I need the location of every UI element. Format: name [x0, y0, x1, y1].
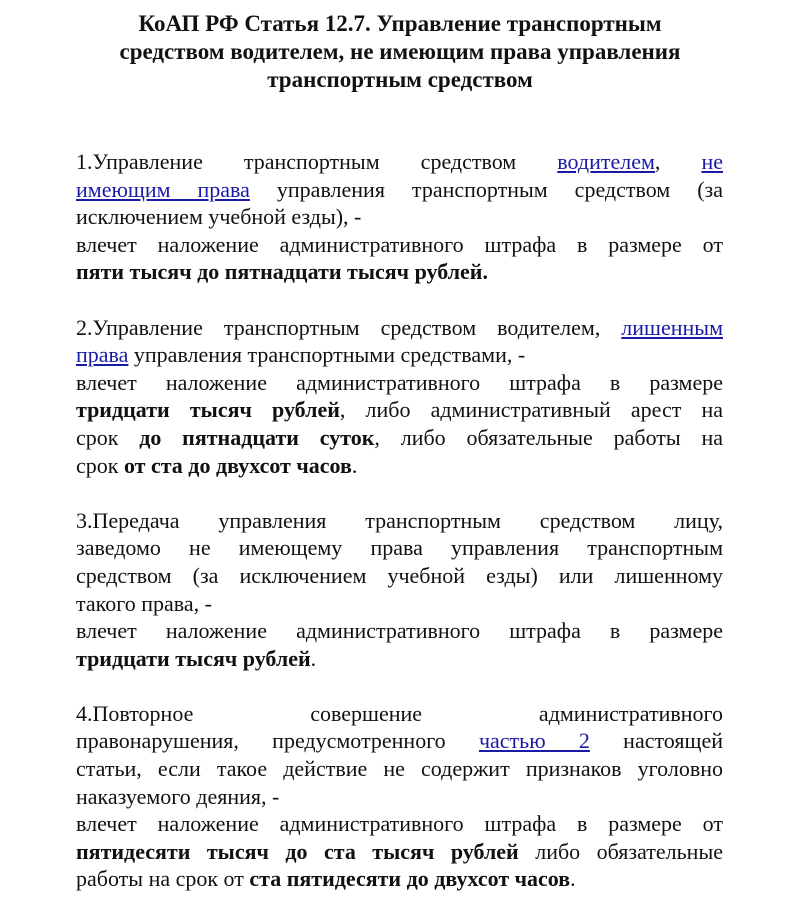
penalty-amount: пяти тысяч до пятнадцати тысяч рублей.	[76, 259, 488, 285]
part-4-line: наказуемого деяния, -	[76, 783, 280, 809]
text-run: настоящей	[589, 728, 723, 754]
text-run: 1.Управление транспортным средством	[76, 149, 558, 174]
text-run: .	[310, 645, 317, 671]
penalty-arrest: до пятнадцати суток	[139, 424, 375, 450]
part-2-line	[76, 424, 723, 452]
text-run: управления транспортными средствами, -	[128, 342, 526, 368]
text-run: .	[570, 866, 576, 892]
part-4-line: влечет наложение административного штрафа в размере от	[76, 811, 723, 837]
penalty-work: ста пятидесяти до двухсот часов	[249, 866, 571, 892]
link-chastyu-2[interactable]: частью 2	[478, 728, 590, 754]
link-voditelem[interactable]: водителем	[557, 149, 655, 174]
part-3	[76, 507, 723, 673]
part-2-line	[76, 396, 723, 424]
part-1	[76, 148, 723, 286]
part-3-line: средством (за исключением учебной езды) или лишенному	[76, 562, 723, 588]
part-3-line: влечет наложение административного штрафа в размере	[76, 618, 723, 644]
page-title	[60, 10, 740, 94]
text-run: 2.Управление транспортным средством водителем,	[76, 314, 622, 340]
text-run: ,	[654, 149, 702, 174]
title-line-1: КоАП РФ Статья 12.7. Управление транспортным	[138, 11, 662, 36]
title-line-3: транспортным средством	[267, 67, 533, 92]
link-lishennym-prava[interactable]: права	[76, 342, 129, 368]
link-ne-imeyushchim-prava[interactable]: не	[701, 149, 723, 174]
part-3-line: 3.Передача управления транспортным средством лицу,	[76, 507, 723, 533]
text-run: , либо обязательные работы на	[374, 424, 723, 450]
part-3-line	[76, 645, 723, 673]
text-run: правонарушения, предусмотренного	[76, 728, 479, 754]
part-1-line	[76, 258, 723, 286]
part-4	[76, 700, 723, 893]
title-line-2: средством водителем, не имеющим права управления	[119, 39, 681, 64]
penalty-amount: пятидесяти тысяч до ста тысяч рублей	[76, 838, 519, 864]
part-4-line	[76, 838, 723, 866]
text-run: 4.Повторное совершение административного	[76, 700, 723, 726]
part-4-line: статьи, если такое действие не содержит признаков уголовно	[76, 756, 723, 782]
text-run: либо обязательные	[518, 838, 723, 864]
link-lishennym-prava[interactable]: лишенным	[621, 314, 723, 340]
part-2	[76, 314, 723, 480]
part-2-line	[76, 314, 723, 342]
part-3-line: заведомо не имеющему права управления транспортным	[76, 535, 723, 561]
text-run: , либо административный арест на	[339, 397, 723, 423]
part-2-line: влечет наложение административного штрафа в размере	[76, 369, 723, 395]
article-body	[76, 148, 723, 921]
part-1-line	[76, 176, 723, 204]
part-1-line	[76, 148, 723, 176]
part-4-line	[76, 700, 723, 728]
part-2-line	[76, 341, 723, 369]
penalty-amount: тридцати тысяч рублей	[76, 645, 311, 671]
text-run: .	[351, 452, 358, 478]
text-run: работы на срок от	[76, 866, 250, 892]
text-run: срок	[76, 452, 124, 478]
link-ne-imeyushchim-prava[interactable]: имеющим права	[76, 176, 250, 202]
part-4-line	[76, 865, 723, 893]
part-3-line: такого права, -	[76, 590, 212, 616]
text-run: управления транспортным средством (за	[249, 176, 723, 202]
part-1-line: влечет наложение административного штрафа в размере от	[76, 231, 723, 257]
part-1-line: исключением учебной езды), -	[76, 204, 362, 230]
penalty-amount: тридцати тысяч рублей	[76, 397, 340, 423]
penalty-work: от ста до двухсот часов	[123, 452, 352, 478]
part-2-line	[76, 452, 723, 480]
text-run: срок	[76, 424, 140, 450]
part-4-line	[76, 727, 723, 755]
